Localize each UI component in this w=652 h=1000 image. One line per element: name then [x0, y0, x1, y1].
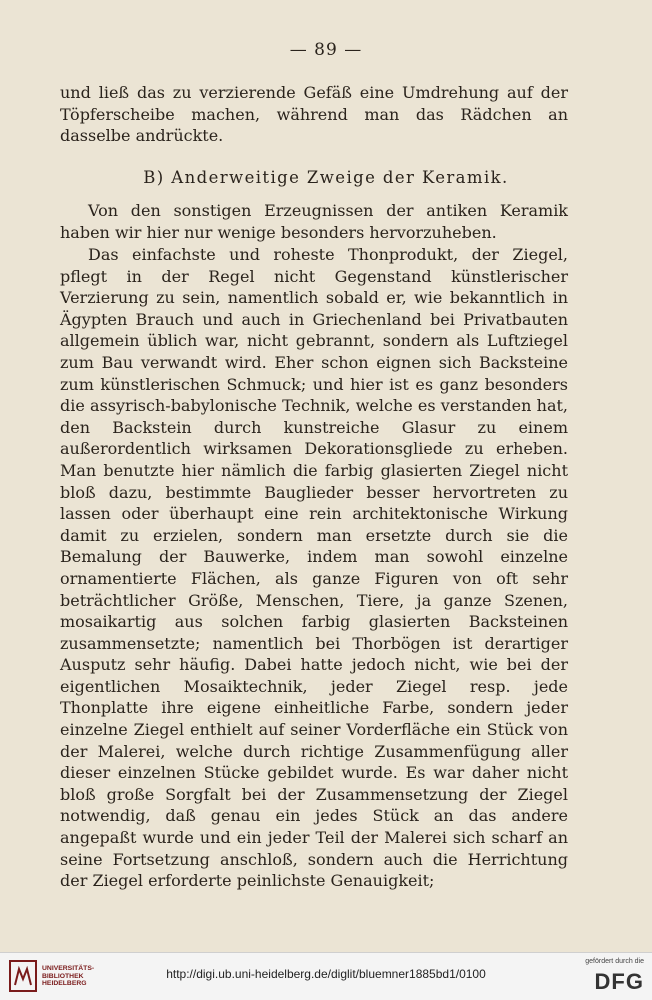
- permalink-url[interactable]: http://digi.ub.uni-heidelberg.de/diglit/bluemner1885bd1/0100: [166, 967, 486, 981]
- paragraph-bricks: [60, 244, 568, 892]
- library-name-line: UNIVERSITÄTS-: [42, 965, 95, 972]
- paragraph-text: und ließ das zu verzierende Gefäß eine Umdrehung auf der Töpferscheibe machen, während man das Rädchen an dasselbe andrückte.: [60, 83, 568, 146]
- section-heading: B) Anderweitige Zweige der Keramik.: [143, 168, 509, 187]
- paragraph-continuation: [60, 82, 568, 147]
- paragraph-intro: [60, 200, 568, 243]
- paragraph-text: Das einfachste und roheste Thonprodukt, der Ziegel, pflegt in der Regel nicht Gegenstand künstlerischer Verzierung zu sein, namentlich sobald er, wie bekanntlich in Ägypten Brauch und auch in Griechenland bei Privatbauten allgemein üblich war, nicht gebrannt, sondern als Luftziegel zum Bau verwandt wird. Eher schon eignen sich Backsteine zum künstlerischen Schmuck; und hier ist es ganz besonders die assyrisch-babylonische Technik, welche es verstanden hat, den Backstein durch kunstreiche Glasur zu einem außerordentlich wirksamen Dekorationsgliede zu erheben. Man benutzte hier nämlich die farbig glasierten Ziegel nicht bloß dazu, bestimmte Bauglieder besser hervortreten zu lassen oder überhaupt eine rein architektonische Wirkung damit zu erzielen, sondern man ersetzte durch sie die Bemalung der Bauwerke, indem man sowohl einzelne ornamentierte Flächen, als ganze Figuren von oft sehr beträchtlicher Größe, Menschen, Tiere, ja ganze Szenen, mosaikartig aus solchen farbig glasierten Backsteinen zusammensetzte; namentlich bei Thorbögen ist derartiger Ausputz sehr häufig. Dabei hatte jedoch nicht, wie bei der eigentlichen Mosaiktechnik, jeder Ziegel resp. jede Thonplatte ihre eigene einheitliche Farbe, sondern jeder einzelne Ziegel enthielt auf seiner Vorderfläche ein Stück von der Malerei, welche durch richtige Zusammenfügung aller dieser einzelnen Stücke gebildet wurde. Es war daher nicht bloß große Sorgfalt bei der Zusammensetzung der Ziegel notwendig, daß genau ein jedes Stück an das andere angepaßt wurde und ein jeder Teil der Malerei sich scharf an seine Fortsetzung anschloß, sondern auch die Herrichtung der Ziegel erforderte peinlichste Genauigkeit;: [60, 245, 568, 891]
- dfg-logo: DFG: [594, 969, 644, 994]
- funded-by-label: gefördert durch die: [585, 958, 644, 965]
- library-name-line: BIBLIOTHEK: [42, 972, 84, 980]
- library-name-line: HEIDELBERG: [42, 980, 87, 988]
- page-number: — 89 —: [289, 40, 363, 60]
- paragraph-text: Von den sonstigen Erzeugnissen der antiken Keramik haben wir hier nur wenige besonders hervorzuheben.: [60, 201, 568, 242]
- viewer-footer: [0, 952, 652, 1000]
